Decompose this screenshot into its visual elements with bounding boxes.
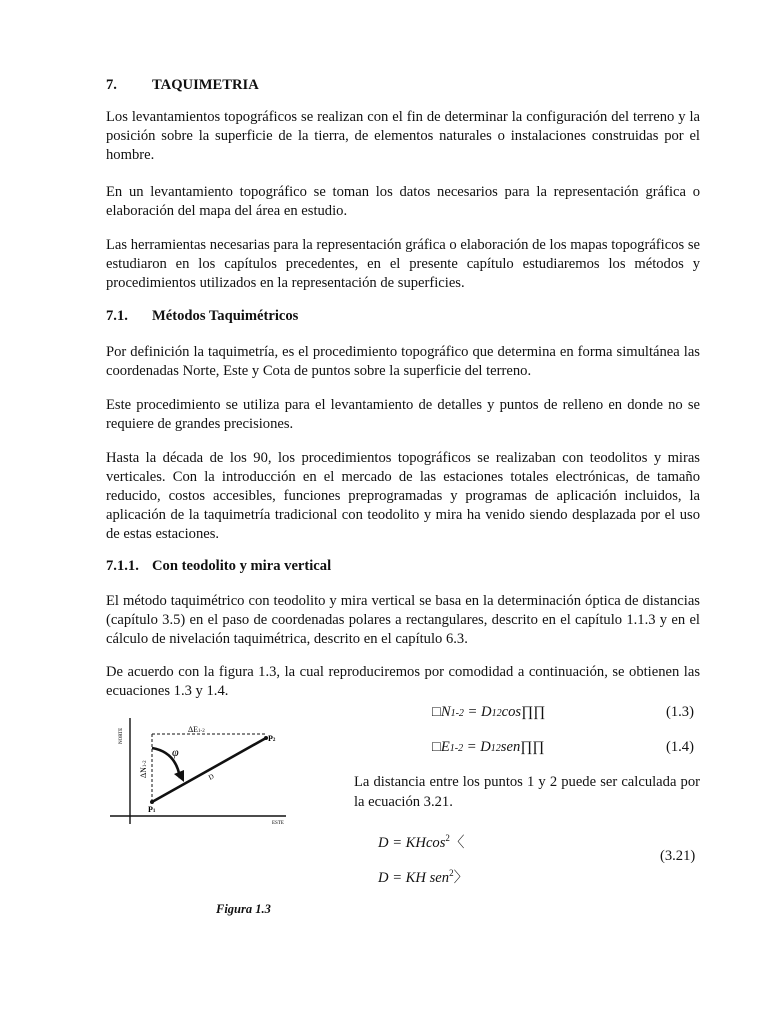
subsection-number: 7.1. [106,308,128,324]
phi-label: φ [172,745,179,759]
point-1-label: P1 [148,805,156,814]
paragraph-4: Por definición la taquimetría, es el procedimiento topográfico que determina en forma simultánea las coordenadas Norte, Este y Cota de puntos sobre la superficie del terreno. [106,344,700,379]
paragraph-1: Los levantamientos topográficos se realizan con el fin de determinar la configuración del terreno y la posición sobre la superficie de la tierra, de elementos naturales o instalaciones construidas por el hombre. [106,109,700,163]
point-2-label: P2 [268,734,276,743]
subsection-heading-7-1 [106,307,298,326]
subsection-heading-7-1-1 [106,557,331,576]
subsection-title: Métodos Taquimétricos [152,308,299,324]
equation-1-4: □E1-2 = D12sen∏∏ [432,739,545,755]
delta-n-label: ΔN1-2 [139,760,148,778]
section-title: TAQUIMETRIA [152,77,259,93]
paragraph-8: De acuerdo con la figura 1.3, la cual reproduciremos por comodidad a continuación, se obtienen las ecuaciones 1.3 y 1.4. [106,664,700,699]
equation-1-3: □N1-2 = D12cos∏∏ [432,704,546,720]
east-axis-label: ESTE [272,821,284,826]
paragraph-2: En un levantamiento topográfico se toman los datos necesarios para la representación gráfica o elaboración del mapa del área en estudio. [106,184,700,219]
subsection-title: Con teodolito y mira vertical [152,558,332,574]
paragraph-5: Este procedimiento se utiliza para el levantamiento de detalles y puntos de relleno en donde no se requiere de grandes precisiones. [106,397,700,432]
figure-caption: Figura 1.3 [216,902,271,916]
equation-number-3-21: (3.21) [660,848,696,864]
equation-number-1-4: (1.4) [666,739,694,755]
equation-number-1-3: (1.3) [666,704,694,720]
point-1 [150,800,154,804]
delta-e-label: ΔE1-2 [188,725,205,734]
paragraph-6: Hasta la década de los 90, los procedimientos topográficos se realizaban con teodolitos y miras verticales. Con la introducción en el mercado de las estaciones totales electrónicas, de tamaño reducido, costos accesibles, funciones preprogramadas y programas de aplicación incluidos, la aplicación de la taquimetría tradicional con teodolito y mira ha venido siendo desplazada por el uso de estas estaciones. [106,450,700,542]
side-paragraph: La distancia entre los puntos 1 y 2 puede ser calculada por la ecuación 3.21. [354,774,700,810]
subsection-number: 7.1.1. [106,558,139,574]
equation-3-21-a: D = KHcos$^2$〈 [378,833,465,851]
equation-3-21-b: D = KH sen$^2$〉 [378,868,469,886]
distance-label: D [207,772,216,782]
north-axis-label: NORTE [119,727,124,744]
section-number: 7. [106,77,117,93]
distance-line [152,738,266,802]
figure-1-3-diagram [106,712,296,832]
section-heading [106,76,259,95]
paragraph-3: Las herramientas necesarias para la representación gráfica o elaboración de los mapas topográficos se estudiaron en los capítulos precedentes, en el presente capítulo estudiaremos los métodos y procedimientos utilizados en la representación de superficies. [106,237,700,291]
paragraph-7: El método taquimétrico con teodolito y mira vertical se basa en la determinación óptica de distancias (capítulo 3.5) en el paso de coordenadas polares a rectangulares, descrito en el capítulo 1.1.3 y en el cálculo de nivelación taquimétrica, descrito en el capítulo 6.3. [106,593,700,647]
